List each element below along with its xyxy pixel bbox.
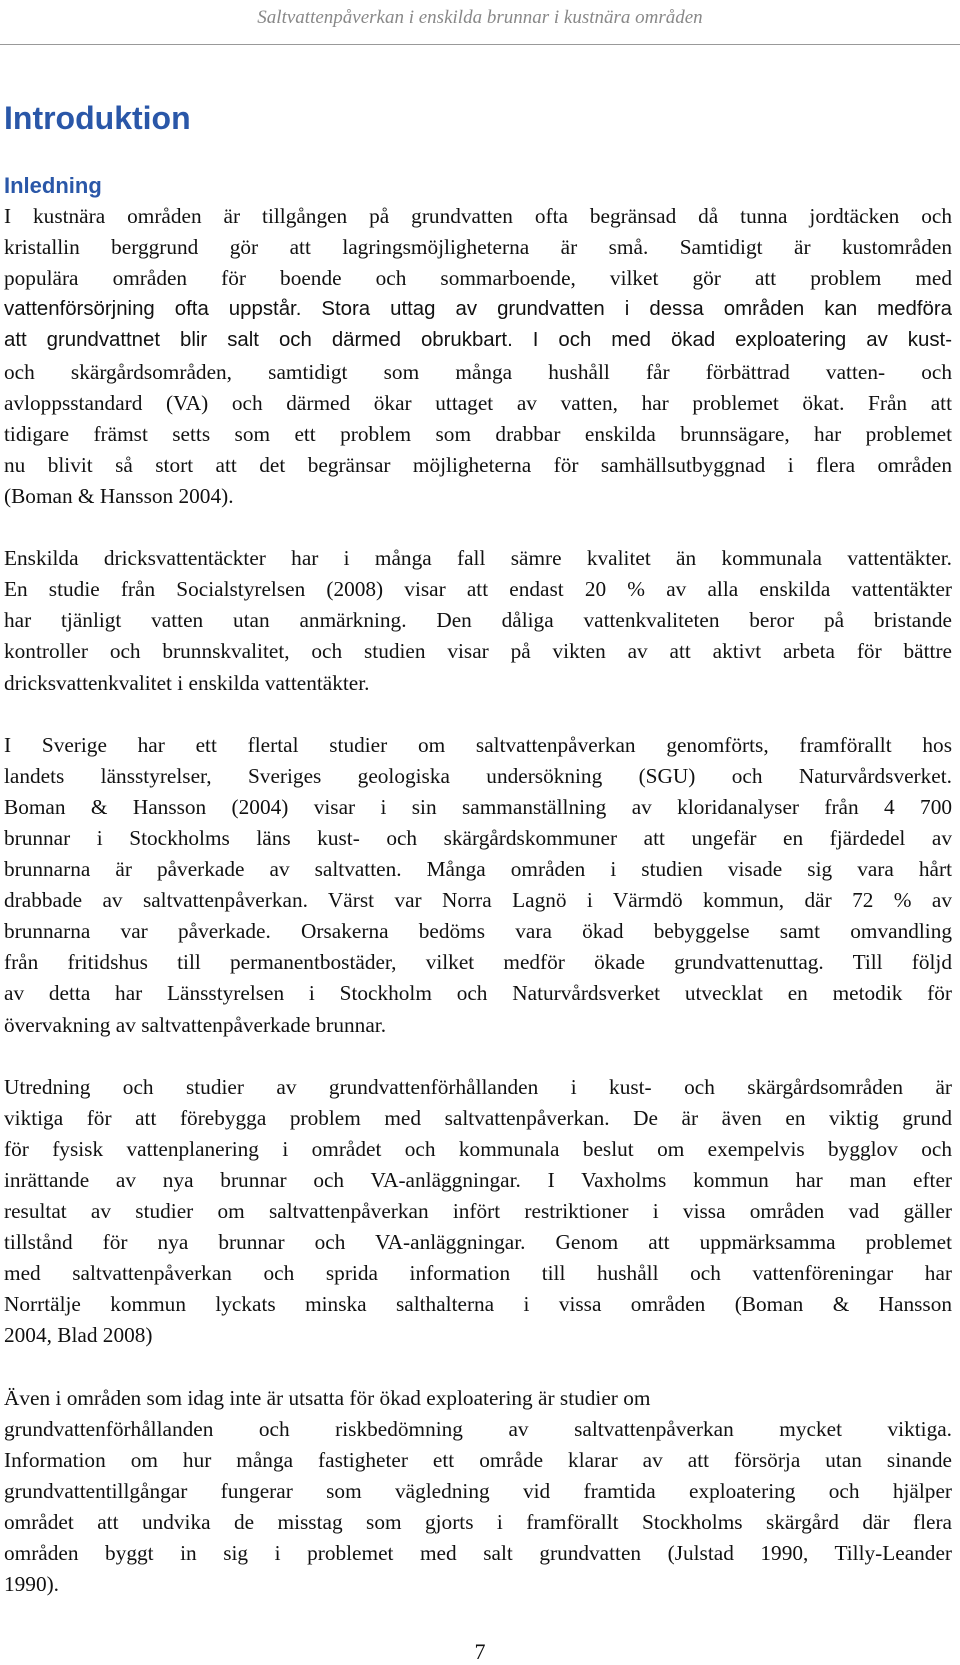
text-line: brunnarna är påverkade av saltvatten. Många områden i studien visade sig vara hårt: [4, 857, 952, 882]
text-line: har tjänligt vatten utan anmärkning. Den dåliga vattenkvaliteten beror på bristande: [4, 608, 952, 633]
text-line: Även i områden som idag inte är utsatta för ökad exploatering är studier om: [4, 1385, 651, 1410]
header-rule: [0, 44, 960, 45]
text-line: kontroller och brunnskvalitet, och studien visar på vikten av att aktivt arbeta för bättre: [4, 639, 952, 664]
text-line: viktiga för att förebygga problem med saltvattenpåverkan. De är även en viktig grund: [4, 1105, 952, 1130]
text-line: Enskilda dricksvattentäckter har i många fall sämre kvalitet än kommunala vattentäkter.: [4, 546, 952, 571]
text-line: grundvattenförhållanden och riskbedömning av saltvattenpåverkan mycket viktiga.: [4, 1416, 952, 1441]
text-line: 2004, Blad 2008): [4, 1323, 153, 1348]
text-line: av detta har Länsstyrelsen i Stockholm och Naturvårdsverket utvecklat en metodik för: [4, 981, 952, 1006]
text-line: tillstånd för nya brunnar och VA-anläggningar. Genom att uppmärksamma problemet: [4, 1230, 952, 1255]
section-heading: Inledning: [4, 173, 102, 198]
text-line: med saltvattenpåverkan och sprida information till hushåll och vattenföreningar har: [4, 1261, 952, 1286]
text-line: för fysisk vattenplanering i området och kommunala beslut om exempelvis bygglov och: [4, 1136, 952, 1161]
text-line: områden byggt in sig i problemet med salt grundvatten (Julstad 1990, Tilly-Leander: [4, 1541, 952, 1566]
text-line: tidigare främst setts som ett problem som drabbar enskilda brunnsägare, har problemet: [4, 421, 952, 446]
text-line: I kustnära områden är tillgången på grundvatten ofta begränsad då tunna jordtäcken och: [4, 204, 952, 229]
text-line: Norrtälje kommun lyckats minska salthalterna i vissa områden (Boman & Hansson: [4, 1292, 952, 1317]
text-line: landets länsstyrelser, Sveriges geologiska undersökning (SGU) och Naturvårdsverket.: [4, 763, 952, 788]
text-line: övervakning av saltvattenpåverkade brunnar.: [4, 1012, 387, 1037]
running-header: Saltvattenpåverkan i enskilda brunnar i kustnära områden: [257, 7, 703, 28]
text-line: Information om hur många fastigheter ett område klarar av att försörja utan sinande: [4, 1447, 952, 1472]
text-line: 1990).: [4, 1572, 60, 1597]
text-line: inrättande av nya brunnar och VA-anläggningar. I Vaxholms kommun har man efter: [4, 1168, 952, 1192]
paragraph-2: [4, 543, 952, 698]
text-line: Utredning och studier av grundvattenförhållanden i kust- och skärgårdsområden är: [4, 1074, 952, 1099]
text-line: Boman & Hansson (2004) visar i sin sammanställning av kloridanalyser från 4 700: [4, 794, 952, 819]
body-text: [4, 170, 952, 1600]
text-line: brunnarna var påverkade. Orsakerna bedöms vara ökad bebyggelse samt omvandling: [4, 919, 952, 944]
text-line: drabbade av saltvattenpåverkan. Värst var Norra Lagnö i Värmdö kommun, där 72 % av: [4, 888, 952, 913]
text-line: från fritidshus till permanentbostäder, vilket medför ökade grundvattenuttag. Till följd: [4, 950, 952, 975]
text-line: (Boman & Hansson 2004).: [4, 483, 234, 508]
text-line: brunnar i Stockholms läns kust- och skärgårdskommuner att ungefär en fjärdedel av: [4, 825, 952, 850]
text-line: grundvattentillgångar fungerar som vägledning vid framtida exploatering och hjälper: [4, 1478, 952, 1503]
paragraph-1: [4, 201, 952, 512]
text-line: dricksvattenkvalitet i enskilda vattentäkter.: [4, 670, 370, 695]
text-line: vattenförsörjning ofta uppstår. Stora uttag av grundvatten i dessa områden kan medföra: [4, 298, 952, 321]
text-line: och skärgårdsområden, samtidigt som många hushåll får förbättrad vatten- och: [4, 359, 952, 384]
text-line: resultat av studier om saltvattenpåverkan infört restriktioner i vissa områden vad gäller: [4, 1199, 952, 1224]
paragraph-4: [4, 1072, 952, 1352]
text-line: området att undvika de misstag som gjorts i framförallt Stockholms skärgård där flera: [4, 1510, 952, 1535]
text-line: I Sverige har ett flertal studier om saltvattenpåverkan genomförts, framförallt hos: [4, 732, 952, 757]
page-title: Introduktion: [4, 100, 191, 136]
text-line: populära områden för boende och sommarboende, vilket gör att problem med: [4, 266, 952, 291]
text-line: att grundvattnet blir salt och därmed obrukbart. I och med ökad exploatering av kust-: [4, 329, 952, 352]
text-line: nu blivit så stort att det begränsar möjligheterna för samhällsutbyggnad i flera områden: [4, 452, 952, 477]
text-line: kristallin berggrund gör att lagringsmöjligheterna är små. Samtidigt är kustområden: [4, 235, 952, 260]
paragraph-5: [4, 1383, 952, 1601]
text-line: avloppsstandard (VA) och därmed ökar uttaget av vatten, har problemet ökat. Från att: [4, 390, 952, 415]
text-line: En studie från Socialstyrelsen (2008) visar att endast 20 % av alla enskilda vattentäkter: [4, 577, 952, 602]
page-number: 7: [474, 1639, 486, 1664]
paragraph-3: [4, 730, 952, 1041]
